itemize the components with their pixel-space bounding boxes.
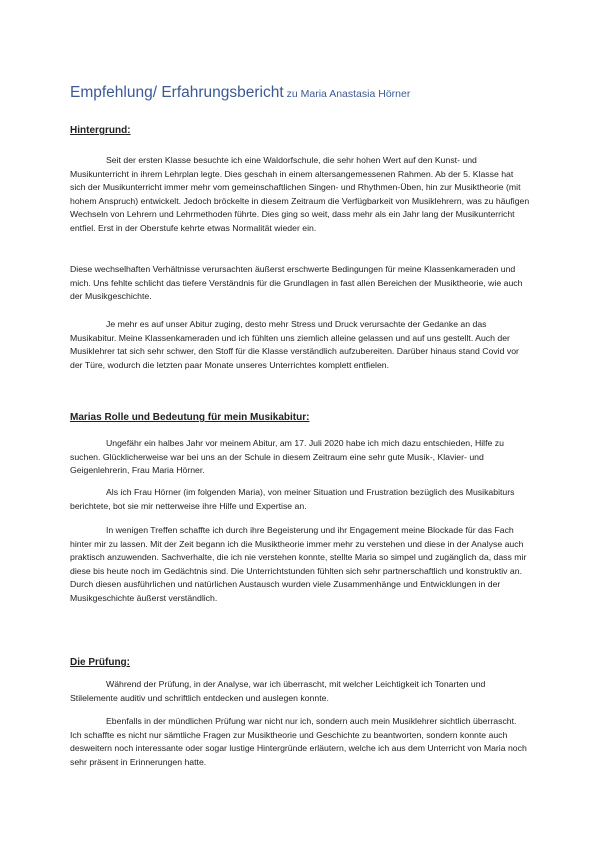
title-subject: zu Maria Anastasia Hörner <box>283 88 411 100</box>
paragraph-role-2: Als ich Frau Hörner (im folgenden Maria), von meiner Situation und Frustration bezüglich des Musikabiturs berichtete, bot sie mir netterweise ihre Hilfe und Expertise an. <box>70 487 515 511</box>
paragraph-background-1: Seit der ersten Klasse besuchte ich eine Waldorfschule, die sehr hohen Wert auf den Kunst- und Musikunterricht in ihrem Lehrplan legte. Dies geschah in einem altersangemessenen Rahmen. Ab der 5. Klasse hat sich der Musikunterricht immer mehr vom gemeinschaftlichen Singen- und Rhythmen-Üben, hin zur Musiktheorie (mit hohem Anspruch) entwickelt. Jedoch bröckelte in diesem Zeitraum die Verfügbarkeit von Musiklehrern, was zu häufigen Wechseln von Lehrern und Lehrmethoden führte. Dies ging so weit, dass mehr als ein Jahr lang der Musikunterricht entfiel. Erst in der Oberstufe kehrte etwas Normalität wieder ein. <box>70 155 530 233</box>
paragraph-exam-2: Ebenfalls in der mündlichen Prüfung war nicht nur ich, sondern auch mein Musiklehrer sichtlich überrascht. Ich schaffte es nicht nur sämtliche Fragen zur Musiktheorie und Geschichte zu beantworten, sondern konnte auch desweitern noch interessante oder sogar lustige Hintergründe erläutern, welche ich aus dem Unterricht von Maria noch sehr präsent in Erinnerungen hatte. <box>70 716 527 767</box>
paragraph-role-3: In wenigen Treffen schaffte ich durch ihre Begeisterung und ihr Engagement meine Blockade für das Fach hinter mir zu lassen. Mit der Zeit begann ich die Musiktheorie immer mehr zu verstehen und diese in der Analyse auch praktisch anzuwenden. Sachverhalte, die ich nie verstehen konnte, stellte Maria so simpel und zugänglich da, dass mir diese bis heute noch im Gedächtnis sind. Die Unterrichtstunden fühlten sich sehr partnerschaftlich und konstruktiv an. Durch diesen ausführlichen und natürlichen Austausch wurden viele Zusammenhänge und Entwicklungen in der Musikgeschichte äußerst verständlich. <box>70 525 527 603</box>
section-heading-exam: Die Prüfung: <box>70 657 130 668</box>
section-heading-role: Marias Rolle und Bedeutung für mein Musikabitur: <box>70 412 310 423</box>
paragraph-background-2: Diese wechselhaften Verhältnisse verursachten äußerst erschwerte Bedingungen für meine Klassenkameraden und mich. Uns fehlte schlicht das tiefere Verständnis für die Grundlagen in fast allen Bereichen der Musiktheorie, wie auch der Musikgeschichte. <box>70 264 523 302</box>
paragraph-role-1: Ungefähr ein halbes Jahr vor meinem Abitur, am 17. Juli 2020 habe ich mich dazu entschieden, Hilfe zu suchen. Glücklicherweise war bei uns an der Schule in diesem Zeitraum eine sehr gute Musik-, Klavier- und Geigenlehrerin, Frau Maria Hörner. <box>70 438 504 476</box>
document-title <box>70 84 540 102</box>
paragraph-exam-1: Während der Prüfung, in der Analyse, war ich überrascht, mit welcher Leichtigkeit ich Tonarten und Stilelemente auditiv und schriftlich entdecken und auslegen konnte. <box>70 679 486 703</box>
title-main: Empfehlung/ Erfahrungsbericht <box>70 84 284 101</box>
section-heading-background: Hintergrund: <box>70 125 131 136</box>
paragraph-background-3: Je mehr es auf unser Abitur zuging, desto mehr Stress und Druck verursachte der Gedanke an das Musikabitur. Meine Klassenkameraden und ich fühlten uns ziemlich alleine gelassen und auf uns gestellt. Auch der Musiklehrer tat sich sehr schwer, den Stoff für die Klasse verständlich aufzubereiten. Darüber hinaus stand Covid vor der Türe, wodurch die letzten paar Monate unseres Unterrichtes komplett entfielen. <box>70 319 519 370</box>
